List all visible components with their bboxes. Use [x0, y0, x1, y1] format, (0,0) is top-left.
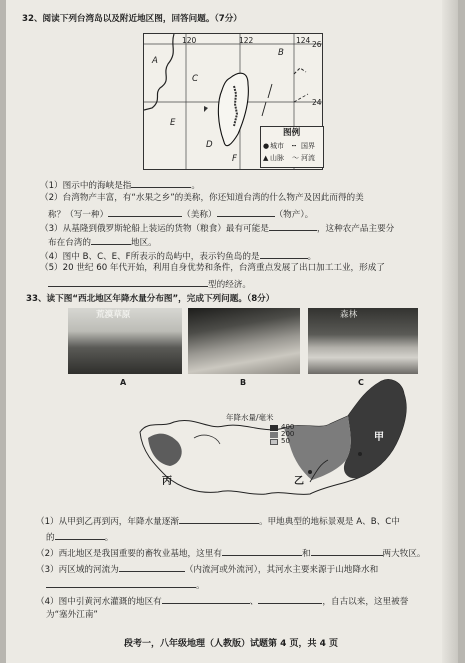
legend-title: 图例 — [283, 128, 301, 138]
photo-b-caption: B — [240, 378, 247, 387]
answer-blank[interactable] — [258, 594, 322, 604]
lon-120: 120 — [182, 36, 197, 45]
page-fold-shadow — [442, 0, 458, 663]
legend-swatch-400 — [270, 425, 278, 431]
letter-a: A — [152, 56, 158, 66]
taiwan-island — [218, 73, 248, 146]
q32-item-2: （2）台湾物产丰富，有“水果之乡”的美称，你还知道台湾的什么物产及因此而得的美 — [40, 193, 364, 203]
legend-50: 50 — [281, 437, 290, 445]
answer-blank[interactable] — [46, 578, 196, 588]
q32-item-2b: 称？（写一种） （美称） （物产）。 — [48, 207, 313, 221]
answer-blank[interactable] — [119, 562, 185, 572]
photo-c-caption: C — [358, 378, 364, 387]
legend-400: 400 — [281, 423, 295, 431]
island-e — [204, 106, 208, 112]
q32-item-5b: 型的经济。 — [48, 277, 251, 291]
map-legend — [260, 126, 324, 168]
photo-c — [308, 308, 418, 374]
letter-f: F — [232, 154, 237, 164]
answer-blank[interactable] — [162, 594, 250, 604]
region-jia-wet — [344, 380, 406, 479]
answer-blank[interactable] — [311, 546, 383, 556]
legend-mountain-icon: ▲ — [263, 154, 269, 162]
answer-blank[interactable] — [55, 530, 105, 540]
answer-blank[interactable] — [48, 277, 208, 287]
lon-122: 122 — [239, 36, 254, 45]
lat-26: 26 — [312, 40, 322, 49]
legend-city: 城市 — [270, 142, 284, 150]
letter-b: B — [278, 48, 284, 58]
letter-e: E — [170, 118, 176, 128]
legend-river: 河流 — [301, 154, 315, 162]
letter-d: D — [206, 140, 213, 150]
region-jia: 甲 — [374, 432, 384, 443]
answer-blank[interactable] — [217, 207, 275, 217]
region-yi: 乙 — [294, 476, 304, 487]
region-bing: 丙 — [162, 476, 172, 487]
q32-item-3b: 布在台湾的 地区。 — [48, 235, 157, 249]
photo-c-label: 森林 — [340, 310, 358, 320]
answer-blank[interactable] — [260, 249, 308, 259]
q32-item-4: （4）图中 B、C、E、F所表示的岛屿中，表示钓鱼岛的是 。 — [40, 249, 316, 263]
legend-city-icon: ● — [263, 142, 270, 150]
q33-item-3: （3）丙区域的河流为 （内流河或外流河），其河水主要来源于山地降水和 — [36, 562, 378, 576]
photo-a-caption: A — [120, 378, 127, 387]
q32-item-3: （3）从基隆到俄罗斯轮船上装运的货物（粮食）最有可能是 ，这种农产品主要分 — [40, 221, 394, 235]
answer-blank[interactable] — [91, 235, 131, 245]
legend-river-icon: 〜 — [292, 154, 299, 162]
photo-a — [68, 308, 182, 374]
legend-mountain: 山脉 — [270, 154, 284, 162]
legend-swatch-200 — [270, 432, 278, 438]
q33-item-1b: 的 。 — [46, 530, 113, 544]
mainland-coast — [144, 34, 174, 110]
lat-24: 24 — [312, 98, 322, 107]
q33-item-4: （4）图中引黄河水灌溉的地区有 、 ，自古以来，这里被誉 — [36, 594, 408, 608]
answer-blank[interactable] — [222, 546, 302, 556]
taiwan-map — [143, 33, 323, 170]
answer-blank[interactable] — [269, 221, 317, 231]
q32-title: 32、阅读下列台湾岛以及附近地区图，回答问题。（7分） — [22, 14, 242, 24]
answer-blank[interactable] — [179, 514, 259, 524]
exam-page — [6, 0, 458, 663]
legend-border-icon: ┅ — [292, 142, 297, 150]
photo-a-label: 荒漠草原 — [96, 310, 131, 320]
q33-item-4b: 为“塞外江南” — [46, 610, 98, 620]
q33-item-1: （1）从甲到乙再到丙，年降水量逐渐 。甲地典型的地标景观是 A、B、C中 — [36, 514, 400, 528]
q33-title: 33、读下图“西北地区年降水量分布图”，完成下列问题。（8分） — [26, 294, 275, 304]
northwest-precip-map — [134, 372, 426, 498]
precip-legend-title: 年降水量/毫米 — [226, 413, 274, 422]
q33-item-3b: 。 — [46, 578, 205, 592]
letter-c: C — [192, 74, 199, 84]
legend-swatch-50 — [270, 439, 278, 445]
q32-item-5: （5）20 世纪 60 年代开始，利用自身优势和条件，台湾重点发展了出口加工工业，形成了 — [40, 263, 385, 273]
photo-b — [188, 308, 300, 374]
legend-200: 200 — [281, 430, 295, 438]
answer-blank[interactable] — [131, 178, 191, 188]
lon-124: 124 — [296, 36, 311, 45]
legend-border: 国界 — [301, 142, 315, 150]
page-footer: 段考一，八年级地理（人教版）试题第 4 页，共 4 页 — [124, 639, 339, 649]
answer-blank[interactable] — [108, 207, 182, 217]
q33-item-2: （2）西北地区是我国重要的畜牧业基地，这里有 和 两大牧区。 — [36, 546, 426, 560]
q32-item-1: （1）图示中的海峡是指 。 — [40, 178, 200, 192]
